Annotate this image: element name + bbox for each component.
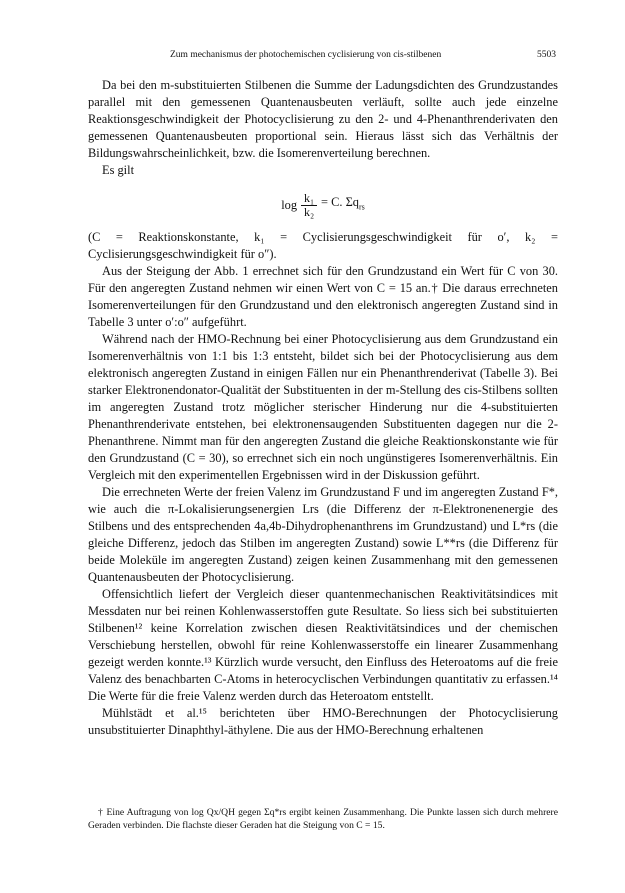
body-text [88,77,558,739]
page-number: 5503 [537,50,556,60]
paragraph: Die errechneten Werte der freien Valenz im Grundzustand F und im angeregten Zustand F*, wie auch die π-Lokalisierungsenergien Lrs (die Differenz der π-Elektronenenergie des Stilbens und des entsprechenden 4a,4b-Dihydrophenanthrens im Grundzustand) und L*rs (die gleiche Differenz, jedoch das Stilben im angeregten Zustand) sowie L**rs (die Differenz für beide Moleküle im angeregten Zustand) zeigen keinen Zusammenhang mit den gemessenen Quantenausbeuten der Photocyclisierung. [88,485,558,584]
equation [88,181,558,229]
paragraph: (C = Reaktionskonstante, k₁ = Cyclisierungsgeschwindigkeit für o′, k₂ = Cyclisierungsgeschwindigkeit für o″). [88,230,558,261]
running-title: Zum mechanismus der photochemischen cyclisierung von cis-stilbenen [170,50,442,60]
paragraph: Da bei den m-substituierten Stilbenen die Summe der Ladungsdichten des Grundzustandes parallel mit den gemessenen Quantenausbeuten verläuft, sollte auch jede einzelne Reaktionsgeschwindigkeit der Photocyclisierung zu den 2- und 4-Phenanthrenderivaten den gemessenen Quantenausbeuten proportional sein. Hieraus lässt sich das Verhältnis der Bildungswahrscheinlichkeit, bzw. die Isomerenverteilung berechnen. [88,78,558,160]
page-header [0,48,625,62]
paragraph: Es gilt [102,163,135,177]
equation-denominator: k₂ [303,204,315,219]
equation-subscript: rs [359,202,365,212]
paragraph: Aus der Steigung der Abb. 1 errechnet sich für den Grundzustand ein Wert für C von 30. Für den angeregten Zustand nehmen wir einen Wert von C = 15 an.† Die daraus errechneten Isomerenverteilungen für den Grundzustand und den elektronisch angeregten Zustand sind in Tabelle 3 unter o′:o″ aufgeführt. [88,264,558,329]
paragraph: Offensichtlich liefert der Vergleich dieser quantenmechanischen Reaktivitätsindices mit Messdaten nur bei reinen Kohlenwasserstoffen gute Resultate. So liess sich bei substituierten Stilbenen¹² keine Korrelation zwischen diesen Reaktivitätsindices und der chemischen Verschiebung herstellen, obwohl für reine Kohlenwasserstoffe ein linearer Zusammenhang gezeigt werden konnte.¹³ Kürzlich wurde versucht, den Einfluss des Heteroatoms auf die freie Valenz des benachbarten C-Atoms in heterocyclischen Verbindungen quantitativ zu erfassen.¹⁴ Die Werte für die freie Valenz werden durch das Heteroatom entstellt. [88,587,558,703]
footnote-text: † Eine Auftragung von log Qx/QH gegen Σq*rs ergibt keinen Zusammenhang. Die Punkte lassen sich durch mehrere Geraden verbinden. Die flachste dieser Geraden hat die Steigung von C = 15. [88,807,558,831]
equation-log: log [281,197,298,212]
paragraph: Mühlstädt et al.¹⁵ berichteten über HMO-Berechnungen der Photocyclisierung unsubstituierter Dinaphthyl-äthylene. Die aus der HMO-Berechnung erhaltenen [88,706,558,737]
paragraph: Während nach der HMO-Rechnung bei einer Photocyclisierung aus dem Grundzustand ein Isomerenverhältnis von 1:1 bis 1:3 entsteht, bildet sich bei der Photocyclisierung aus dem elektronisch angeregten Zustand in einigen Fällen nur ein Phenanthrenderivat (Tabelle 3). Bei starker Elektronendonator-Qualität der Substituenten in der m-Stellung des cis-Stilbens sollten im angeregten Zustand trotz möglicher sterischer Hinderung nur die 4-substituierten Phenanthrenderivate entstehen, bei elektronensaugenden Substituenten dagegen nur die 2-Phenanthrene. Nimmt man für den angeregten Zustand die gleiche Reaktionskonstante wie für den Grundzustand (C = 30), so errechnet sich ein noch ungünstigeres Isomerenverhältnis. Ein Vergleich mit den experimentellen Ergebnissen wird in der Diskussion geführt. [88,332,558,482]
equation-suffix: = C. Σq [321,195,359,210]
equation-rhs [321,194,365,215]
footnote [88,806,558,832]
equation-numerator: k₁ [303,190,315,205]
equation-fraction [301,192,317,219]
